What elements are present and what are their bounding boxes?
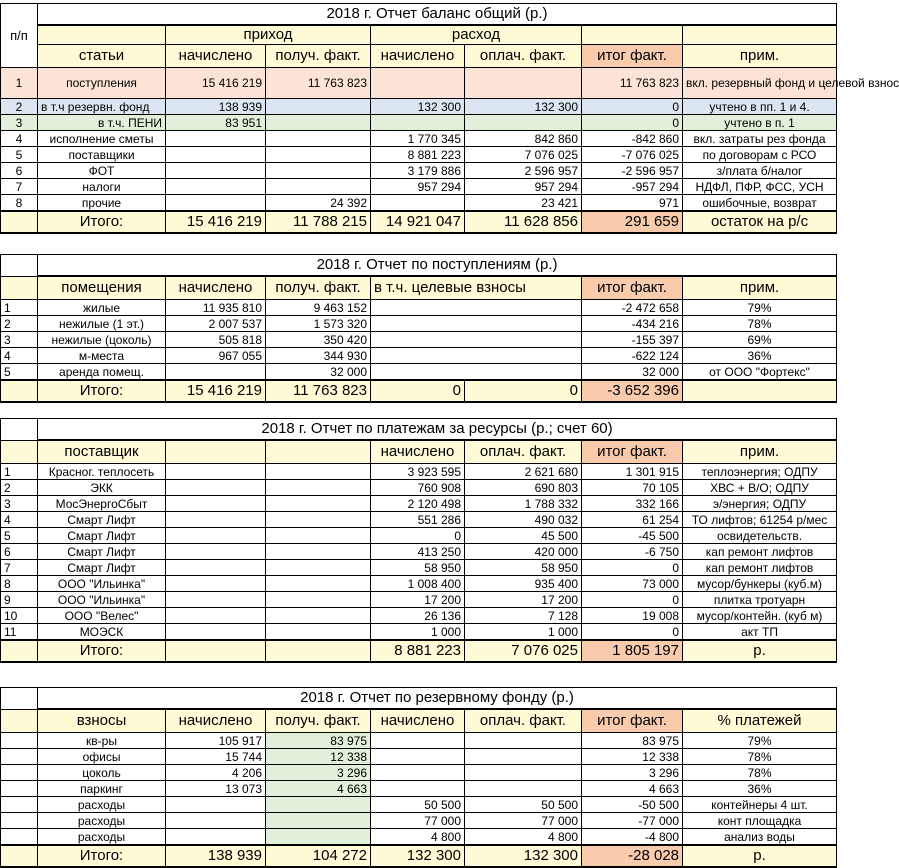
table-row: 3 МосЭнергоСбыт 2 120 498 1 788 332 332 166 э/энергия; ОДПУ [1, 496, 837, 512]
col-paid: оплач. факт. [465, 440, 582, 464]
reserve-fund-table [0, 687, 837, 868]
col-supplier: поставщик [38, 440, 166, 464]
table-row: 2 ЭКК 760 908 690 803 70 105 ХВС + В/О; ОДПУ [1, 480, 837, 496]
col-charged: начислено [371, 440, 465, 464]
col-target: в т.ч. целевые взносы [371, 276, 582, 300]
table-row: 7 Смарт Лифт 58 950 58 950 0 кап ремонт лифтов [1, 560, 837, 576]
col-paid: оплач. факт. [465, 709, 582, 733]
table-row: 2 в т.ч резервн. фонд 138 939 132 300 132 300 0 учтено в пп. 1 и 4. [1, 99, 837, 115]
table-row: 1 жилые 11 935 810 9 463 152 -2 472 658 79% [1, 300, 837, 316]
col-received: получ. факт. [266, 709, 371, 733]
table-row: 4 исполнение сметы 1 770 345 842 860 -842 860 вкл. затраты рез фонда [1, 131, 837, 147]
table-row: 3 нежилые (цоколь) 505 818 350 420 -155 397 69% [1, 332, 837, 348]
section-title: 2018 г. Отчет по платежам за ресурсы (р.; счет 60) [38, 419, 837, 441]
col-note: прим. [683, 276, 837, 300]
col-total: итог факт. [582, 276, 683, 300]
expense-header: расход [371, 25, 582, 45]
col-received: получ. факт. [266, 45, 371, 68]
section-title: 2018 г. Отчет баланс общий (р.) [38, 4, 837, 26]
col-charged: начислено [166, 45, 266, 68]
table-row: 6 ФОТ 3 179 886 2 596 957 -2 596 957 з/плата б/налог [1, 163, 837, 179]
table-row: расходы 50 500 50 500 -50 500 контейнеры 4 шт. [1, 797, 837, 813]
col-total: итог факт. [582, 440, 683, 464]
table-row: цоколь 4 206 3 296 3 296 78% [1, 765, 837, 781]
balance-report-table [0, 3, 899, 234]
table-row: 3 в т.ч. ПЕНИ 83 951 0 учтено в п. 1 [1, 115, 837, 131]
table-row: 10 ООО "Велес" 26 136 7 128 19 008 мусор/контейн. (куб м) [1, 608, 837, 624]
col-paid: оплач. факт. [465, 45, 582, 68]
table-row: офисы 15 744 12 338 12 338 78% [1, 749, 837, 765]
col-received: получ. факт. [266, 276, 371, 300]
table-row: 7 налоги 957 294 957 294 -957 294 НДФЛ, ПФР, ФСС, УСН [1, 179, 837, 195]
table-row: расходы 77 000 77 000 -77 000 конт площадка [1, 813, 837, 829]
table-row: 5 поставщики 8 881 223 7 076 025 -7 076 025 по договорам с РСО [1, 147, 837, 163]
table-row: 1 поступления 15 416 219 11 763 823 11 763 823 вкл. резервный фонд и целевой взнос [1, 68, 837, 99]
col-charged: начислено [166, 276, 266, 300]
table-row: 8 прочие 24 392 23 421 971 ошибочные, возврат [1, 195, 837, 212]
table-row: 4 Смарт Лифт 551 286 490 032 61 254 ТО лифтов; 61254 р/мес [1, 512, 837, 528]
table-row: 11 МОЭСК 1 000 1 000 0 акт ТП [1, 624, 837, 641]
col-note: прим. [683, 45, 837, 68]
table-row: паркинг 13 073 4 663 4 663 36% [1, 781, 837, 797]
col-note: прим. [683, 440, 837, 464]
table-row: 2 нежилые (1 эт.) 2 007 537 1 573 320 -434 216 78% [1, 316, 837, 332]
table-row: 1 Красног. теплосеть 3 923 595 2 621 680 1 301 915 теплоэнергия; ОДПУ [1, 464, 837, 480]
total-row: Итого: 15 416 219 11 788 215 14 921 047 11 628 856 291 659 остаток на р/с [1, 211, 837, 233]
section-title: 2018 г. Отчет по поступлениям (р.) [38, 255, 837, 277]
col-contributions: взносы [38, 709, 166, 733]
total-row: Итого: 15 416 219 11 763 823 0 0 -3 652 396 [1, 380, 837, 402]
table-row: 5 Смарт Лифт 0 45 500 -45 500 освидетельств. [1, 528, 837, 544]
resource-payments-table [0, 418, 837, 663]
table-row: 6 Смарт Лифт 413 250 420 000 -6 750 кап ремонт лифтов [1, 544, 837, 560]
table-row: 8 ООО "Ильинка" 1 008 400 935 400 73 000 мусор/бункеры (куб.м) [1, 576, 837, 592]
table-row: кв-ры 105 917 83 975 83 975 79% [1, 733, 837, 749]
col-total: итог факт. [582, 709, 683, 733]
col-charged-2: начислено [371, 709, 465, 733]
col-total: итог факт. [582, 45, 683, 68]
total-row: Итого: 138 939 104 272 132 300 132 300 -28 028 р. [1, 845, 837, 867]
col-premises: помещения [38, 276, 166, 300]
table-row: расходы 4 800 4 800 -4 800 анализ воды [1, 829, 837, 846]
table-row: 4 м-места 967 055 344 930 -622 124 36% [1, 348, 837, 364]
col-np-header: п/п [1, 4, 38, 68]
income-report-table [0, 254, 837, 403]
col-charged-2: начислено [371, 45, 465, 68]
col-items: статьи [38, 45, 166, 68]
table-row: 5 аренда помещ. 32 000 32 000 от ООО "Фортекс" [1, 364, 837, 381]
table-row: 9 ООО "Ильинка" 17 200 17 200 0 плитка тротуарн [1, 592, 837, 608]
total-row: Итого: 8 881 223 7 076 025 1 805 197 р. [1, 640, 837, 662]
col-percent: % платежей [683, 709, 837, 733]
income-header: приход [166, 25, 371, 45]
col-charged: начислено [166, 709, 266, 733]
section-title: 2018 г. Отчет по резервному фонду (р.) [38, 688, 837, 710]
